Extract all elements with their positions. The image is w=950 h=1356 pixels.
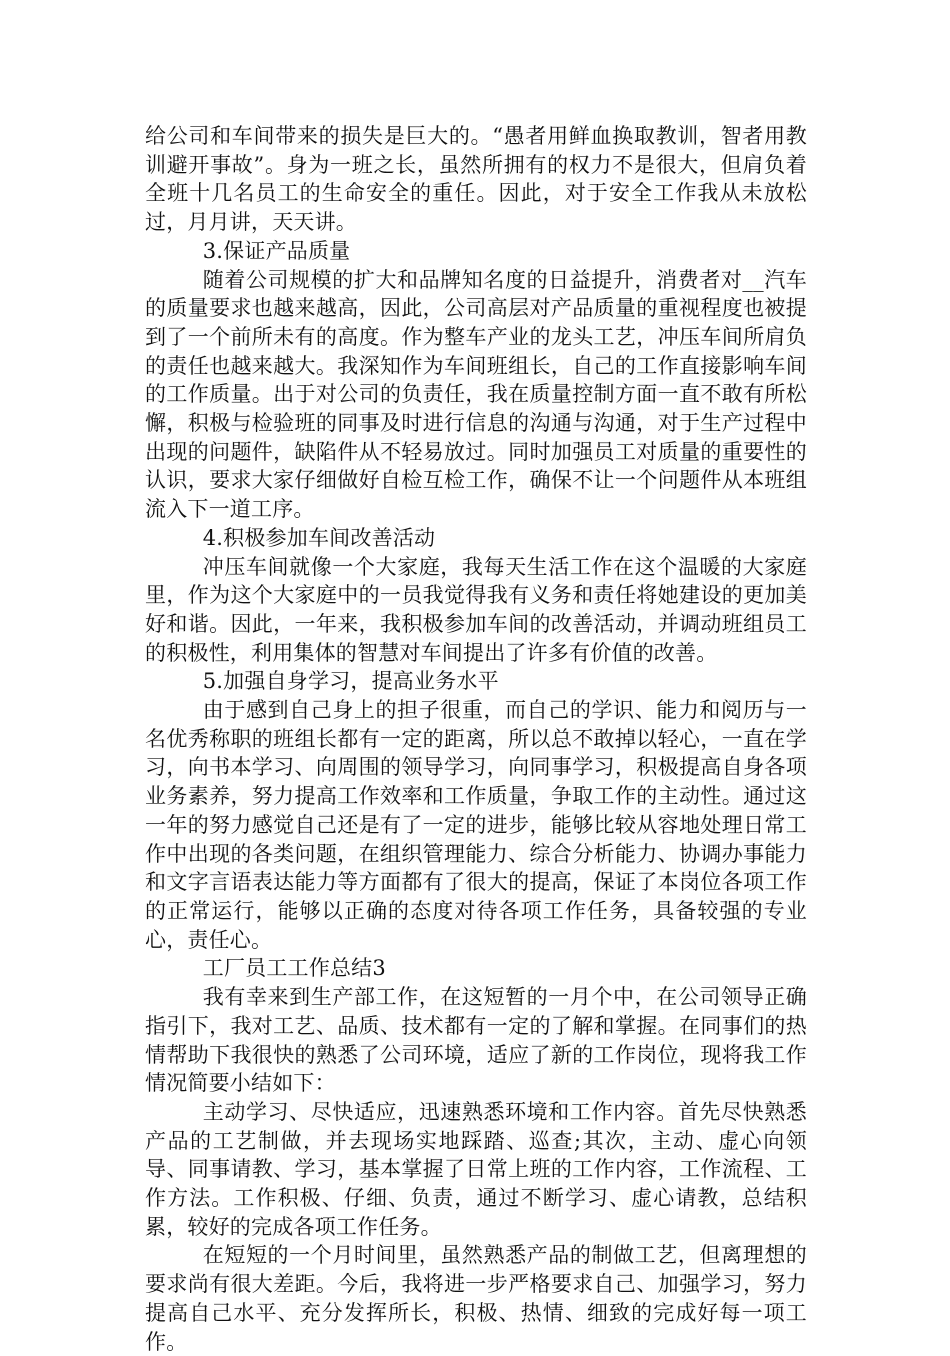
document-body <box>145 122 807 1356</box>
paragraph-future-plan: 在短短的一个月时间里，虽然熟悉产品的制做工艺，但离理想的要求尚有很大差距。今后，我将进一步严格要求自己、加强学习，努力提高自己水平、充分发挥所长，积极、热情、细致的完成好每一项工作。 <box>145 1243 807 1354</box>
paragraph-summary-intro: 我有幸来到生产部工作，在这短暂的一月个中，在公司领导正确指引下，我对工艺、品质、技术都有一定的了解和掌握。在同事们的热情帮助下我很快的熟悉了公司环境，适应了新的工作岗位，现将我工作情况简要小结如下： <box>145 985 807 1096</box>
section-heading-improvement-activities: 4.积极参加车间改善活动 <box>202 525 436 550</box>
paragraph-improvement-activities: 冲压车间就像一个大家庭，我每天生活工作在这个温暖的大家庭里，作为这个大家庭中的一员我觉得我有义务和责任将她建设的更加美好和谐。因此，一年来，我积极参加车间的改善活动，并调动班组员工的积极性，利用集体的智慧对车间提出了许多有价值的改善。 <box>145 554 807 665</box>
section-heading-product-quality: 3.保证产品质量 <box>202 238 351 263</box>
section-heading-summary-3: 工厂员工工作总结3 <box>202 956 386 981</box>
paragraph-self-study: 由于感到自己身上的担子很重，而自己的学识、能力和阅历与一名优秀称职的班组长都有一定的距离，所以总不敢掉以轻心，一直在学习，向书本学习、向周围的领导学习，向同事学习，积极提高自身各项业务素养，努力提高工作效率和工作质量，争取工作的主动性。通过这一年的努力感觉自己还是有了一定的进步，能够比较从容地处理日常工作中出现的各类问题，在组织管理能力、综合分析能力、协调办事能力和文字言语表达能力等方面都有了很大的提高，保证了本岗位各项工作的正常运行，能够以正确的态度对待各项工作任务，具备较强的专业心，责任心。 <box>145 698 807 952</box>
paragraph-active-learning: 主动学习、尽快适应，迅速熟悉环境和工作内容。首先尽快熟悉产品的工艺制做，并去现场实地踩踏、巡查;其次，主动、虚心向领导、同事请教、学习，基本掌握了日常上班的工作内容，工作流程、工作方法。工作积极、仔细、负责，通过不断学习、虚心请教，总结积累，较好的完成各项工作任务。 <box>145 1099 807 1239</box>
paragraph-product-quality: 随着公司规模的扩大和品牌知名度的日益提升，消费者对__汽车的质量要求也越来越高，因此，公司高层对产品质量的重视程度也被提到了一个前所未有的高度。作为整车产业的龙头工艺，冲压车间所肩负的责任也越来越大。我深知作为车间班组长，自己的工作直接影响车间的工作质量。出于对公司的负责任，我在质量控制方面一直不敢有所松懈，积极与检验班的同事及时进行信息的沟通与沟通，对于生产过程中出现的问题件，缺陷件从不轻易放过。同时加强员工对质量的重要性的认识，要求大家仔细做好自检互检工作，确保不让一个问题件从本班组流入下一道工序。 <box>145 267 807 522</box>
section-heading-self-study: 5.加强自身学习，提高业务水平 <box>202 669 499 694</box>
paragraph-safety-continuation: 给公司和车间带来的损失是巨大的。“愚者用鲜血换取教训，智者用教训避开事故”。身为一班之长，虽然所拥有的权力不是很大，但肩负着全班十几名员工的生命安全的重任。因此，对于安全工作我从未放松过，月月讲，天天讲。 <box>145 124 807 235</box>
